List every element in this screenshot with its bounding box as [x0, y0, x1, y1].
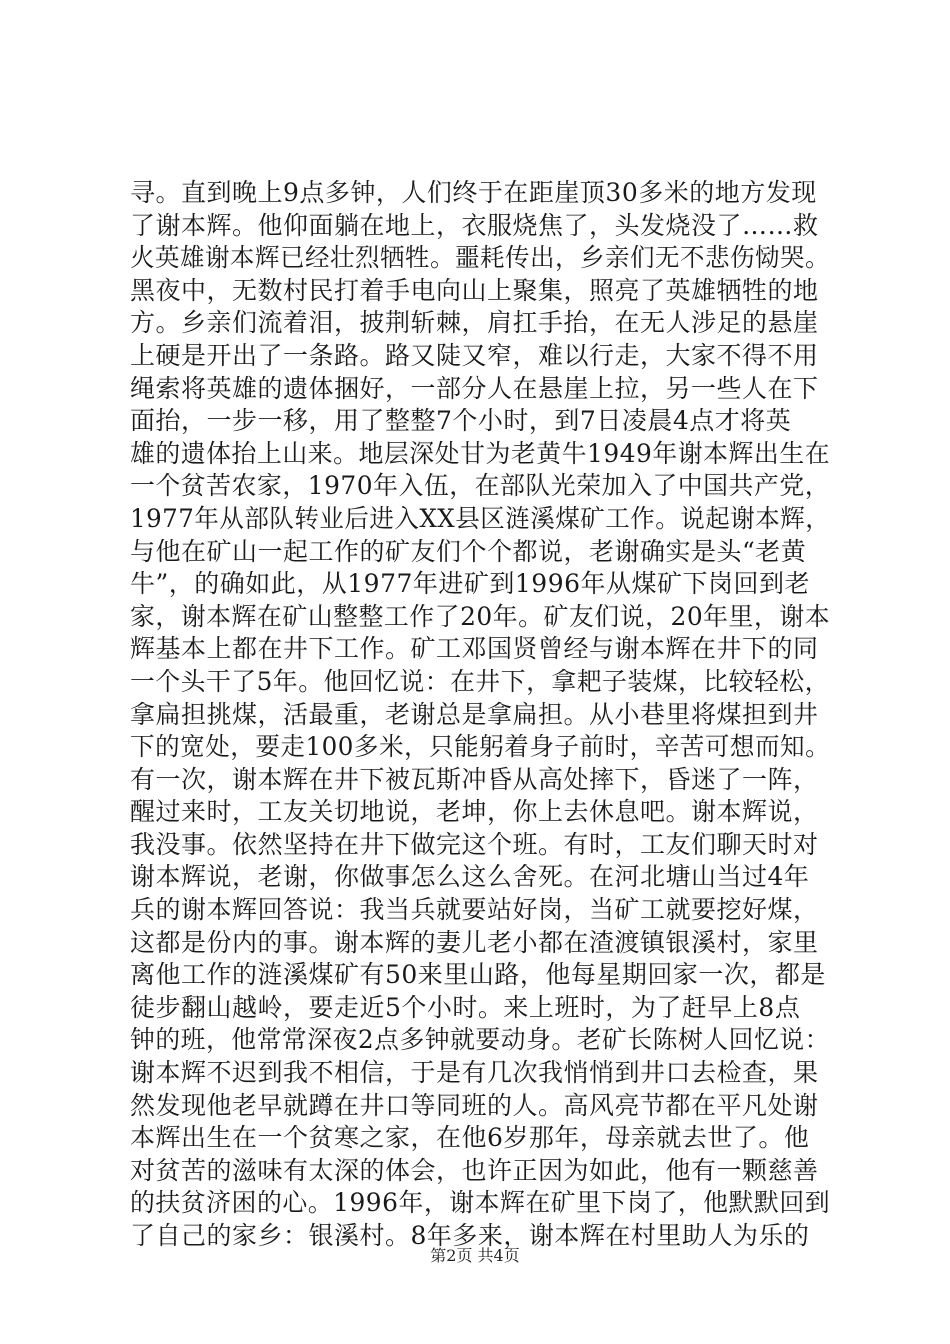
page-footer [0, 1243, 950, 1266]
text-line: 这都是份内的事。谢本辉的妻儿老小都在渣渡镇银溪村，家里 [130, 927, 819, 957]
text-line: 一个贫苦农家，1970年入伍，在部队光荣加入了中国共产党， [130, 471, 831, 501]
text-line: 方。乡亲们流着泪，披荆斩棘，肩扛手抬，在无人涉足的悬崖 [130, 308, 819, 338]
text-line: 有一次，谢本辉在井下被瓦斯冲昏从高处摔下，昏迷了一阵， [130, 764, 819, 794]
text-line: 对贫苦的滋味有太深的体会，也许正因为如此，他有一颗慈善 [130, 1155, 819, 1185]
text-line: 兵的谢本辉回答说：我当兵就要站好岗，当矿工就要挖好煤， [130, 895, 819, 925]
text-line: 与他在矿山一起工作的矿友们个个都说，老谢确实是头“老黄 [130, 536, 807, 566]
text-line: 钟的班，他常常深夜2点多钟就要动身。老矿长陈树人回忆说： [130, 1025, 830, 1055]
text-line: 绳索将英雄的遗体捆好，一部分人在悬崖上拉，另一些人在下 [130, 373, 819, 403]
text-line: 谢本辉说，老谢，你做事怎么这么舍死。在河北塘山当过4年 [130, 862, 810, 892]
text-line: 黑夜中，无数村民打着手电向山上聚集，照亮了英雄牺牲的地 [130, 275, 819, 305]
text-line: 家，谢本辉在矿山整整工作了20年。矿友们说，20年里，谢本 [130, 601, 831, 631]
text-line: 谢本辉不迟到我不相信，于是有几次我悄悄到井口去检查，果 [130, 1058, 819, 1088]
text-line: 本辉出生在一个贫寒之家，在他6岁那年，母亲就去世了。他 [130, 1123, 810, 1153]
text-line: 徒步翻山越岭，要走近5个小时。来上班时，为了赶早上8点 [130, 992, 801, 1022]
text-line: 辉基本上都在井下工作。矿工邓国贤曾经与谢本辉在井下的同 [130, 634, 819, 664]
text-line: 火英雄谢本辉已经壮烈牺牲。噩耗传出，乡亲们无不悲伤恸哭。 [130, 243, 831, 273]
text-line: 我没事。依然坚持在井下做完这个班。有时，工友们聊天时对 [130, 829, 819, 859]
text-line: 雄的遗体抬上山来。地层深处甘为老黄牛1949年谢本辉出生在 [130, 438, 831, 468]
text-line: 寻。直到晚上9点多钟，人们终于在距崖顶30多米的地方发现 [130, 178, 817, 207]
text-line: 拿扁担挑煤，活最重，老谢总是拿扁担。从小巷里将煤担到井 [130, 699, 819, 729]
text-line: 醒过来时，工友关切地说，老坤，你上去休息吧。谢本辉说， [130, 797, 819, 827]
text-line: 下的宽处，要走100多米，只能躬着身子前时，辛苦可想而知。 [130, 732, 831, 762]
text-line: 然发现他老早就蹲在井口等同班的人。高风亮节都在平凡处谢 [130, 1090, 819, 1120]
page-number-label: 第2页 共4页 [430, 1246, 520, 1265]
text-line: 1977年从部队转业后进入XX县区涟溪煤矿工作。说起谢本辉， [130, 503, 831, 533]
text-line: 一个头干了5年。他回忆说：在井下，拿耙子装煤，比较轻松， [130, 666, 830, 696]
body-text [130, 177, 830, 1253]
text-line: 面抬，一步一移，用了整整7个小时，到7日凌晨4点才将英 [130, 406, 792, 436]
text-line: 离他工作的涟溪煤矿有50来里山路，他每星期回家一次，都是 [130, 960, 826, 990]
text-line: 上硬是开出了一条路。路又陡又窄，难以行走，大家不得不用 [130, 340, 819, 370]
text-line: 了自己的家乡：银溪村。8年多来，谢本辉在村里助人为乐的 [130, 1221, 810, 1250]
text-line: 的扶贫济困的心。1996年，谢本辉在矿里下岗了，他默默回到 [130, 1188, 831, 1218]
text-line: 牛”，的确如此，从1977年进矿到1996年从煤矿下岗回到老 [130, 569, 811, 599]
text-line: 了谢本辉。他仰面躺在地上，衣服烧焦了，头发烧没了……救 [130, 210, 819, 240]
